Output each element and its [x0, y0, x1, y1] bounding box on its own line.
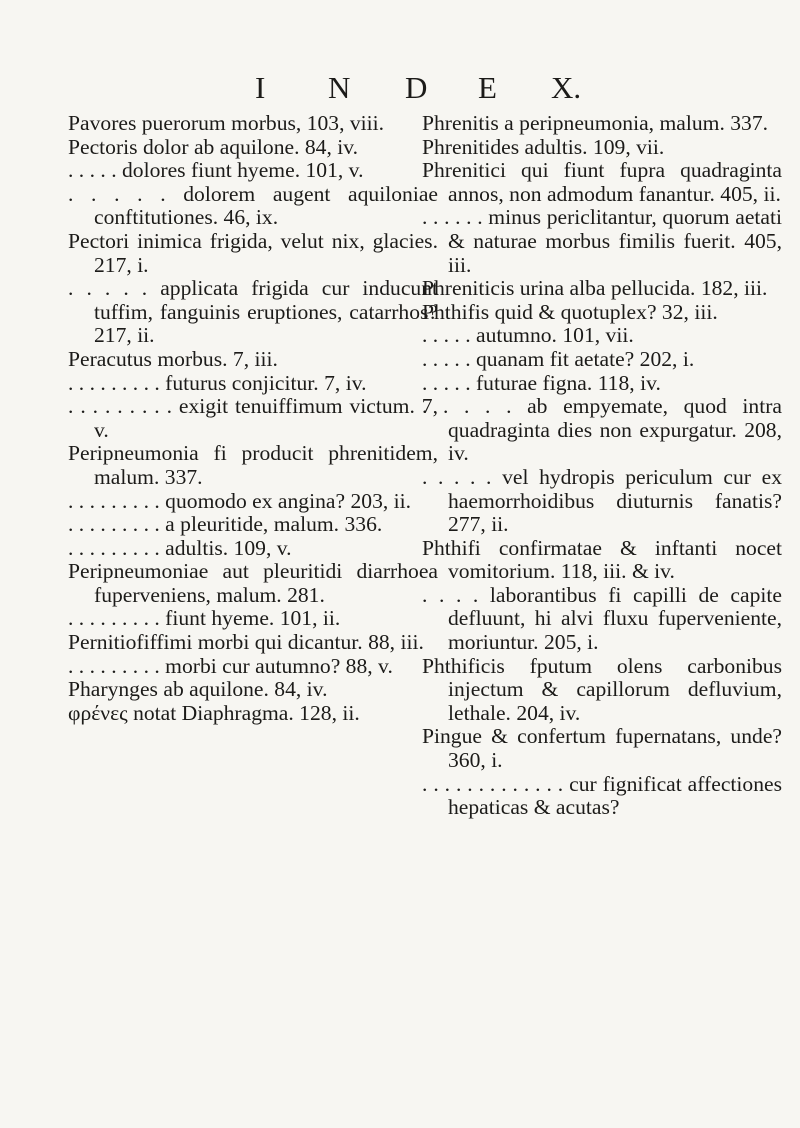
- index-entry: Phthifis quid & quotuplex? 32, iii.: [422, 299, 718, 324]
- index-entry: . . . . . ab empyemate, quod intra quadraginta dies non expurgatur. 208, iv.: [422, 394, 782, 466]
- index-entry: Phrenitis a peripneumonia, malum. 337.: [422, 111, 769, 135]
- header-letter: I: [255, 70, 266, 105]
- index-entry: . . . . . applicata frigida cur inducunt tuffim, fanguinis eruptiones, catarrhos? 217, ii.: [68, 276, 438, 348]
- index-entry: . . . . . dolores fiunt hyeme. 101, v.: [68, 158, 364, 183]
- index-entry: . . . . . . . . . adultis. 109, v.: [68, 535, 292, 560]
- index-entry: Phthificis fputum olens carbonibus injectum & capillorum defluvium, lethale. 204, iv.: [422, 653, 782, 725]
- index-entry: Phreniticis urina alba pellucida. 182, iii.: [422, 276, 768, 301]
- index-entry: . . . . . quanam fit aetate? 202, i.: [422, 346, 695, 371]
- index-entry: . . . . . autumno. 101, vii.: [422, 323, 634, 348]
- header-letter: N: [328, 70, 351, 105]
- index-entry: Pectoris dolor ab aquilone. 84, iv.: [68, 134, 359, 159]
- index-entry: . . . . . . . . . quomodo ex angina? 203, ii.: [68, 488, 412, 513]
- header-letter: D: [405, 70, 428, 105]
- index-entry: . . . . . . minus periclitantur, quorum aetati & naturae morbus fimilis fuerit. 405, iii.: [422, 205, 782, 277]
- index-entry: φρένες notat Diaphragma. 128, ii.: [68, 700, 360, 725]
- index-entry: Pernitiofiffimi morbi qui dicantur. 88, iii.: [68, 630, 424, 655]
- index-entry: Pingue & confertum fupernatans, unde? 360, i.: [422, 724, 782, 773]
- index-entry: Peripneumoniae aut pleuritidi diarrhoea fuperveniens, malum. 281.: [68, 559, 438, 607]
- index-entry: Pavores puerorum morbus, 103, viii.: [68, 111, 385, 135]
- left-column: [68, 112, 438, 725]
- header-letter: X.: [551, 70, 582, 105]
- index-entry: . . . . . . . . . morbi cur autumno? 88, v.: [68, 653, 393, 678]
- index-entry: Pectori inimica frigida, velut nix, glacies. 217, i.: [68, 228, 438, 277]
- index-entry: Pharynges ab aquilone. 84, iv.: [68, 677, 328, 702]
- index-entry: . . . . . . . . . . . . . cur fignificat affectiones hepaticas & acutas?: [422, 771, 782, 820]
- page-header: [0, 70, 800, 110]
- index-entry: . . . . . . . . . a pleuritide, malum. 336.: [68, 512, 383, 537]
- index-entry: . . . . . futurae figna. 118, iv.: [422, 370, 661, 395]
- index-entry: Phrenitici qui fiunt fupra quadraginta annos, non admodum fanantur. 405, ii.: [422, 158, 782, 206]
- index-entry: . . . . . dolorem augent aquiloniae conftitutiones. 46, ix.: [68, 181, 438, 230]
- index-entry: . . . . laborantibus fi capilli de capite defluunt, hi alvi fluxu fuperveniente, moriuntur. 205, i.: [422, 582, 782, 655]
- index-entry: . . . . . . . . . futurus conjicitur. 7, iv.: [68, 370, 367, 395]
- index-entry: Phrenitides adultis. 109, vii.: [422, 134, 665, 159]
- right-column: [422, 112, 782, 820]
- index-entry: Peracutus morbus. 7, iii.: [68, 346, 278, 371]
- header-letter: E: [478, 70, 497, 105]
- index-entry: Peripneumonia fi producit phrenitidem, malum. 337.: [68, 441, 438, 489]
- index-entry: . . . . . . . . . exigit tenuiffimum victum. 7, v.: [68, 394, 438, 442]
- index-entry: Phthifi confirmatae & inftanti nocet vomitorium. 118, iii. & iv.: [422, 535, 782, 584]
- index-entry: . . . . . vel hydropis periculum cur ex haemorrhoidibus diuturnis fanatis? 277, ii.: [422, 464, 782, 537]
- index-entry: . . . . . . . . . fiunt hyeme. 101, ii.: [68, 606, 341, 631]
